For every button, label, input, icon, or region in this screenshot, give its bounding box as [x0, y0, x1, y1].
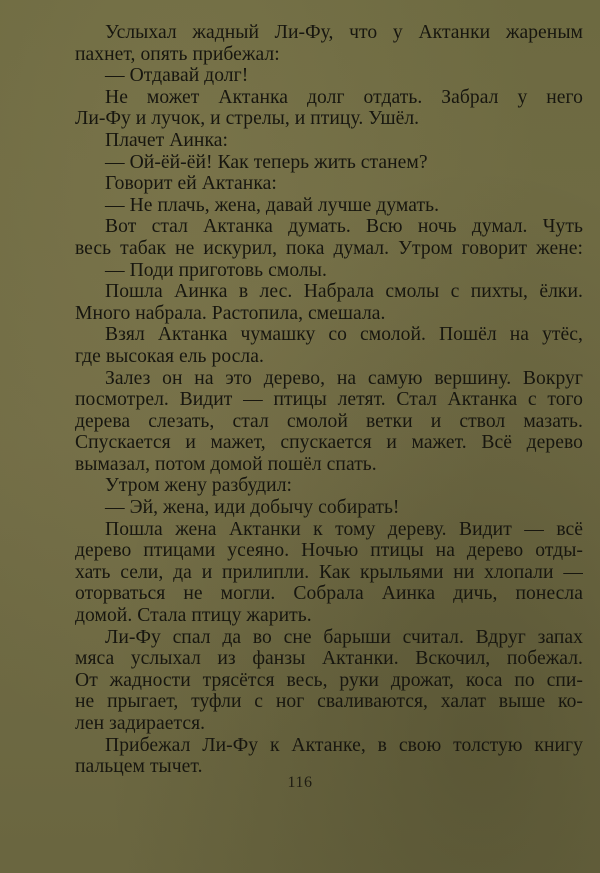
text-line: Пошла жена Актанки к тому дереву. Видит — всё	[105, 518, 583, 540]
text-line: Ли-Фу и лучок, и стрелы, и птицу. Ушёл.	[75, 108, 420, 130]
text-line: мяса услыхал из фанзы Актанки. Вскочил, побежал.	[75, 648, 583, 670]
text-line: домой. Стала птицу жарить.	[75, 605, 312, 627]
text-line: Вот стал Актанка думать. Всю ночь думал. Чуть	[105, 216, 583, 238]
text-line: — Не плачь, жена, давай лучше думать.	[105, 194, 440, 216]
text-line: Не может Актанка долг отдать. Забрал у него	[105, 86, 583, 108]
text-line: не прыгает, туфли с ног сваливаются, халат выше ко-	[75, 691, 583, 713]
text-line: От жадности трясётся весь, руки дрожат, коса по спи-	[75, 669, 583, 691]
text-line: оторваться не могли. Собрала Аинка дичь, понесла	[75, 583, 583, 605]
text-line: — Эй, жена, иди добычу собирать!	[105, 497, 400, 519]
text-line: Утром жену разбудил:	[105, 475, 293, 497]
text-line: Взял Актанка чумашку со смолой. Пошёл на утёс,	[105, 324, 583, 346]
page-number: 116	[287, 774, 313, 791]
text-line: хать сели, да и прилипли. Как крыльями ни хлопали —	[75, 561, 583, 583]
text-line: — Отдавай долг!	[105, 65, 249, 87]
text-line: Спускается и мажет, спускается и мажет. Всё дерево	[75, 432, 583, 454]
text-line: посмотрел. Видит — птицы летят. Стал Актанка с того	[75, 389, 583, 411]
text-line: — Ой-ёй-ёй! Как теперь жить станем?	[105, 151, 428, 173]
text-line: дерева слезать, стал смолой ветки и ствол мазать.	[75, 410, 583, 432]
text-line: вымазал, потом домой пошёл спать.	[75, 453, 377, 475]
text-line: Залез он на это дерево, на самую вершину. Вокруг	[105, 367, 583, 389]
text-line: Ли-Фу спал да во сне барыши считал. Вдруг запах	[105, 626, 583, 648]
text-line: где высокая ель росла.	[75, 345, 264, 367]
text-line: дерево птицами усеяно. Ночью птицы на дерево отды-	[75, 540, 583, 562]
text-line: — Поди приготовь смолы.	[105, 259, 327, 281]
text-line: Прибежал Ли-Фу к Актанке, в свою толстую книгу	[105, 734, 583, 756]
text-line: пахнет, опять прибежал:	[75, 43, 280, 65]
text-line: Пошла Аинка в лес. Набрала смолы с пихты, ёлки.	[105, 281, 583, 303]
text-line: Говорит ей Актанка:	[105, 173, 277, 195]
text-line: Услыхал жадный Ли-Фу, что у Актанки жареным	[105, 22, 583, 43]
story-text	[75, 22, 583, 778]
text-line: Много набрала. Растопила, смешала.	[75, 302, 386, 324]
text-line: пальцем тычет.	[75, 756, 203, 778]
text-line: Плачет Аинка:	[105, 129, 228, 151]
text-line: весь табак не искурил, пока думал. Утром говорит жене:	[75, 237, 583, 259]
text-line: лен задирается.	[75, 713, 206, 734]
